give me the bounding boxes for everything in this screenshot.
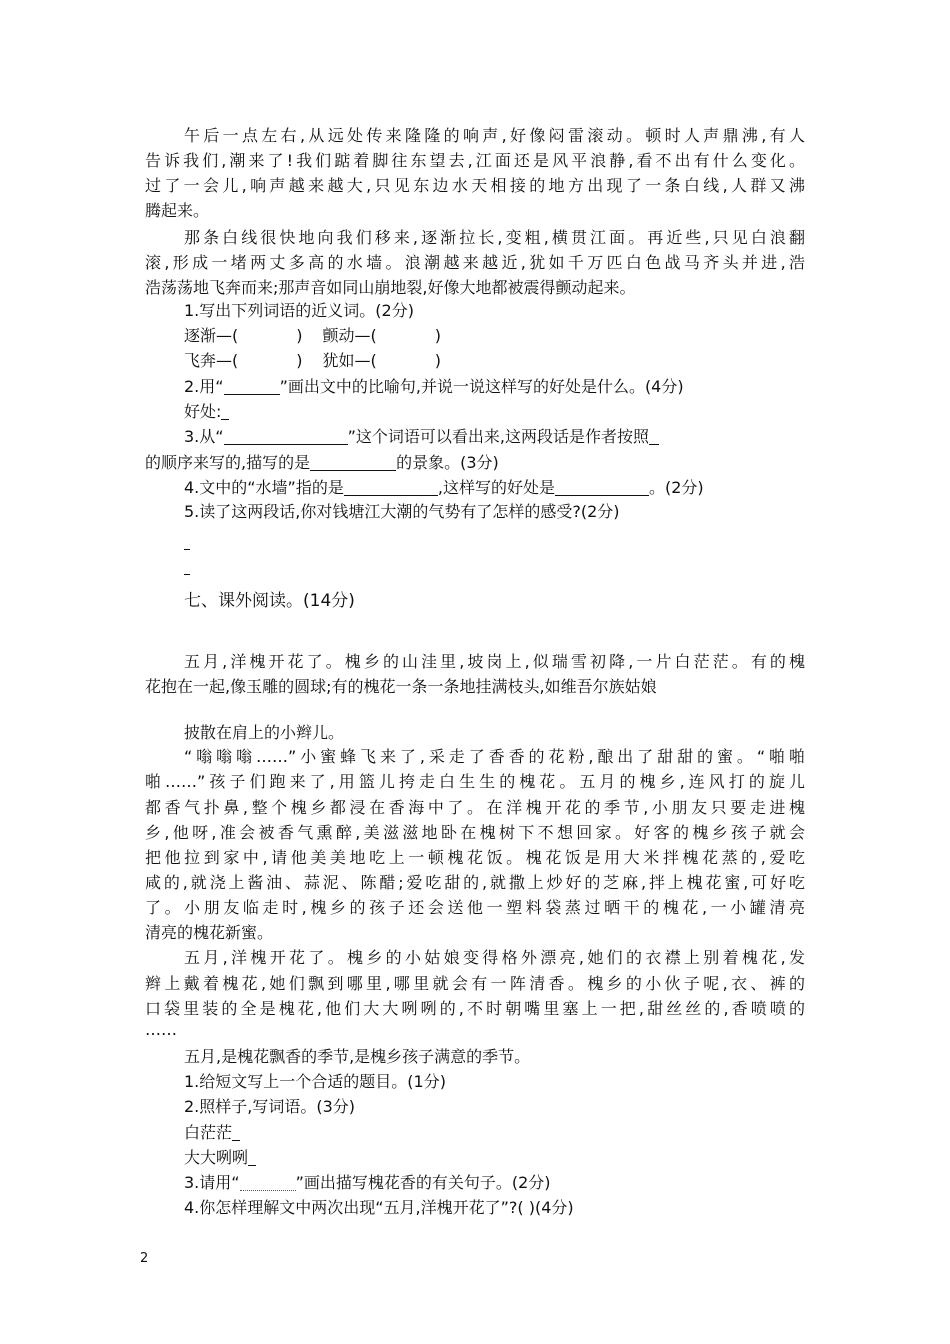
question-1: 1.写出下列词语的近义词。(2分) <box>184 301 414 320</box>
question-4: 4.文中的“水墙”指的是 ,这样写的好处是 。(2分) <box>184 478 704 497</box>
passage2-line: 乡,他呀,准会被香气熏醉,美滋滋地卧在槐树下不想回家。好客的槐乡孩子就会 <box>145 823 805 842</box>
question-1: 1.给短文写上一个合适的题目。(1分) <box>184 1072 446 1091</box>
underline-blank[interactable] <box>224 378 280 395</box>
synonym-row-1: 逐渐—( ) 颤动—( ) <box>184 326 441 345</box>
passage1-line: 告诉我们,潮来了!我们踮着脚往东望去,江面还是风平浪静,看不出有什么变化。 <box>145 151 805 170</box>
passage1-line: 滚,形成一堵两丈多高的水墙。浪潮越来越近,犹如千万匹白色战马齐头并进,浩 <box>145 253 805 272</box>
passage2-line: 都香气扑鼻,整个槐乡都浸在香海中了。在洋槐开花的季节,小朋友只要走进槐 <box>145 798 805 817</box>
question-2: 2.用“ ”画出文中的比喻句,并说一说这样写的好处是什么。(4分) <box>184 377 684 396</box>
passage2-line: 清亮的槐花新蜜。 <box>145 923 274 942</box>
answer-blank[interactable] <box>248 1149 256 1166</box>
passage2-line: 把他拉到家中,请他美美地吃上一顿槐花饭。槐花饭是用大米拌槐花蒸的,爱吃 <box>145 848 805 867</box>
passage2-line: 花抱在一起,像玉雕的圆球;有的槐花一条一条地挂满枝头,如维吾尔族姑娘 <box>145 677 657 696</box>
question-2-answer: 好处: <box>184 400 229 424</box>
passage1-line: 午后一点左右,从远处传来隆隆的响声,好像闷雷滚动。顿时人声鼎沸,有人 <box>184 126 805 145</box>
example-word-1: 白茫茫 <box>184 1121 240 1145</box>
passage2-line: 五月,洋槐开花了。槐乡的山洼里,坡岗上,似瑞雪初降,一片白茫茫。有的槐 <box>184 652 805 671</box>
passage1-line: 那条白线很快地向我们移来,逐渐拉长,变粗,横贯江面。再近些,只见白浪翻 <box>184 228 805 247</box>
passage2-line: 披散在肩上的小辫儿。 <box>184 723 345 742</box>
answer-blank[interactable] <box>221 403 229 420</box>
question-3-cont: 的顺序来写的,描写的是 的景象。(3分) <box>145 453 499 472</box>
answer-blank[interactable] <box>310 454 396 471</box>
answer-blank[interactable] <box>555 479 649 496</box>
passage1-line: 过了一会儿,响声越来越大,只见东边水天相接的地方出现了一条白线,人群又沸 <box>145 176 805 195</box>
answer-blank[interactable] <box>224 428 348 445</box>
question-3: 3.从“ ”这个词语可以看出来,这两段话是作者按照 <box>184 425 659 449</box>
example-word-2: 大大咧咧 <box>184 1146 256 1170</box>
answer-line[interactable] <box>184 530 190 554</box>
question-2: 2.照样子,写词语。(3分) <box>184 1097 356 1116</box>
passage2-line: 了。小朋友临走时,槐乡的孩子还会送他一塑料袋蒸过晒干的槐花,一小罐清亮 <box>145 898 805 917</box>
passage2-line: 咸的,就浇上酱油、蒜泥、陈醋;爱吃甜的,就撒上炒好的芝麻,拌上槐花蜜,可好吃 <box>145 873 805 892</box>
answer-blank[interactable] <box>344 479 438 496</box>
passage2-line: “嗡嗡嗡……”小蜜蜂飞来了,采走了香香的花粉,酿出了甜甜的蜜。“啪啪 <box>184 747 805 766</box>
synonym-row-2: 飞奔—( ) 犹如—( ) <box>184 351 441 370</box>
answer-line[interactable] <box>184 555 190 579</box>
passage2-line: …… <box>145 1020 177 1039</box>
page-number: 2 <box>140 1251 149 1266</box>
answer-blank[interactable] <box>649 428 659 445</box>
passage2-line: 口袋里装的全是槐花,他们大大咧咧的,不时朝嘴里塞上一把,甜丝丝的,香喷喷的 <box>145 999 805 1018</box>
passage1-line: 浩荡荡地飞奔而来;那声音如同山崩地裂,好像大地都被震得颤动起来。 <box>145 278 636 297</box>
passage1-line: 腾起来。 <box>145 201 210 220</box>
passage2-line: 辫上戴着槐花,她们飘到哪里,哪里就会有一阵清香。槐乡的小伙子呢,衣、裤的 <box>145 974 805 993</box>
wavy-underline-blank[interactable] <box>240 1174 296 1191</box>
passage2-line: 五月,是槐花飘香的季节,是槐乡孩子满意的季节。 <box>184 1047 531 1066</box>
answer-blank[interactable] <box>232 1124 240 1141</box>
question-3: 3.请用“ ”画出描写槐花香的有关句子。(2分) <box>184 1173 551 1192</box>
question-5: 5.读了这两段话,你对钱塘江大潮的气势有了怎样的感受?(2分) <box>184 502 620 521</box>
question-4: 4.你怎样理解文中两次出现“五月,洋槐开花了”?( )(4分) <box>184 1198 574 1217</box>
passage2-line: 啪……”孩子们跑来了,用篮儿挎走白生生的槐花。五月的槐乡,连风打的旋儿 <box>145 772 805 791</box>
section-heading: 七、课外阅读。(14分) <box>184 591 355 611</box>
passage2-line: 五月,洋槐开花了。槐乡的小姑娘变得格外漂亮,她们的衣襟上别着槐花,发 <box>184 948 805 967</box>
